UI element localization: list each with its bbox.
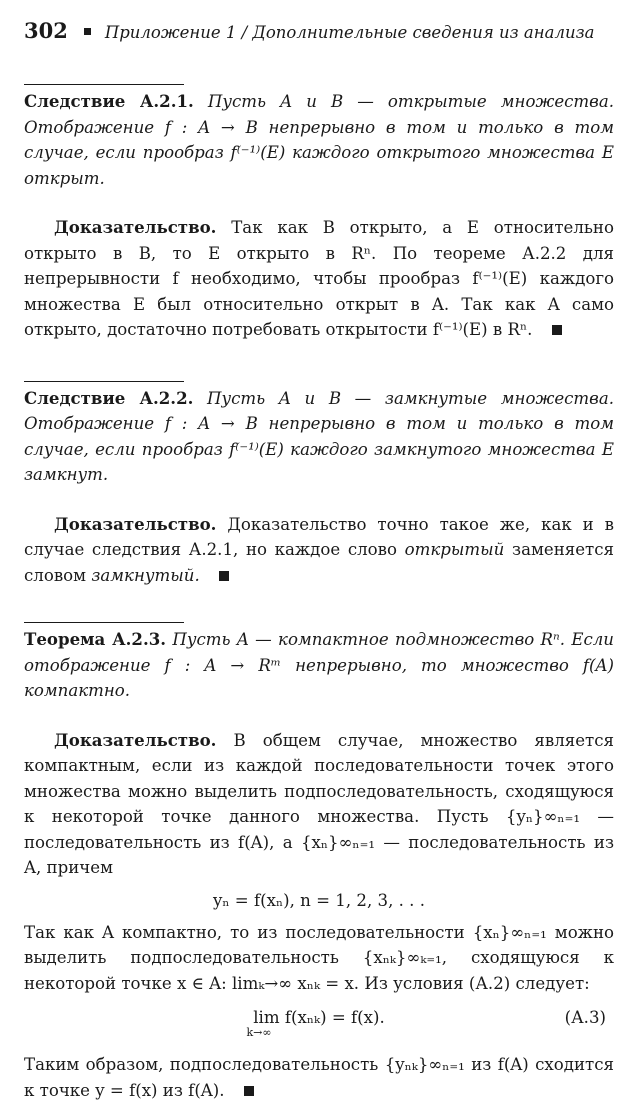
proof-a22: [24, 512, 614, 589]
proof-a21-label: Доказательство.: [54, 217, 217, 237]
running-title: Приложение 1 / Дополнительные сведения из анализа: [104, 23, 595, 42]
qed-icon: [244, 1086, 254, 1096]
book-page: [24, 18, 614, 1103]
corollary-a22-label: Следствие А.2.2.: [24, 387, 194, 408]
proof-a23: [24, 728, 614, 881]
proof-a23-conclusion: Таким образом, подпоследовательность {yₙₖ}∞ₙ₌₁ из f(A) сходится к точке y = f(x) из f(A).: [24, 1055, 614, 1100]
section-rule: [24, 381, 184, 382]
corollary-a21-label: Следствие А.2.1.: [24, 91, 194, 111]
corollary-a21-text: Пусть A и B — открытые множества. Отображение f : A → B непрерывно в том и только в том случае, если прообраз f⁽⁻¹⁾(E) каждого открытого множества E открыт.: [24, 92, 614, 188]
theorem-a23-text: Пусть A — компактное подмножество Rⁿ. Если отображение f : A → Rᵐ непрерывно, то множество f(A) компактно.: [24, 630, 614, 700]
corollary-a22-text: Пусть A и B — замкнутые множества. Отображение f : A → B непрерывно в том и только в том случае, если прообраз f⁽⁻¹⁾(E) каждого замкнутого множества E замкнут.: [24, 388, 614, 484]
bullet-icon: [84, 28, 91, 35]
theorem-a23: [24, 627, 614, 704]
proof-a21-text: Так как B открыто, а E относительно открыто в B, то E открыто в Rⁿ. По теореме А.2.2 для непрерывности f необходимо, чтобы прообраз f⁽⁻¹⁾(E) каждого множества E был относительно открыт в A. Так как A само открыто, достаточно потребовать открытости f⁽⁻¹⁾(E) в Rⁿ.: [24, 218, 614, 339]
proof-a22-word2: замкнутый.: [91, 565, 200, 585]
section-rule: [24, 84, 184, 85]
theorem-a23-label: Теорема А.2.3.: [24, 629, 167, 649]
proof-a22-text-a: Доказательство точно такое же, как и в случае следствия А.2.1, но каждое слово: [24, 514, 615, 559]
equation-label: (А.3): [564, 1008, 606, 1027]
proof-a21: [24, 215, 614, 343]
qed-icon: [552, 325, 562, 335]
equation-a3-body: lim f(xₙₖ) = f(x).: [253, 1008, 385, 1027]
proof-a23-text3: [24, 1052, 614, 1103]
corollary-a21: [24, 89, 614, 191]
display-equation-1: yₙ = f(xₙ), n = 1, 2, 3, . . .: [212, 890, 426, 910]
proof-a22-text-b: заменяется словом: [24, 540, 614, 585]
proof-a23-label: Доказательство.: [54, 729, 217, 750]
page-header: [24, 18, 614, 52]
proof-a22-word1: открытый: [404, 540, 505, 559]
page-number: 302: [24, 18, 68, 43]
proof-a23-text2: Так как A компактно, то из последовательности {xₙ}∞ₙ₌₁ можно выделить подпоследовательность {xₙₖ}∞ₖ₌₁, сходящуюся к некоторой точке x ∈ A: limₖ→∞ xₙₖ = x. Из условия (А.2) следует:: [24, 922, 614, 993]
section-rule: [24, 622, 184, 623]
display-equation-a3: [24, 1008, 614, 1040]
proof-a23-text1: В общем случае, множество является компактным, если из каждой последовательности точек этого множества можно выделить подпоследовательность, сходящуюся к некоторой точке данного множества. Пусть {yₙ}∞ₙ₌₁ — последовательность из f(A), а {xₙ}∞ₙ₌₁ — последовательность из A, причем: [24, 730, 614, 877]
proof-a22-label: Доказательство.: [54, 513, 217, 534]
corollary-a22: [24, 386, 614, 488]
equation-a3-limit-sub: k→∞: [246, 1026, 272, 1039]
qed-icon: [219, 571, 229, 581]
